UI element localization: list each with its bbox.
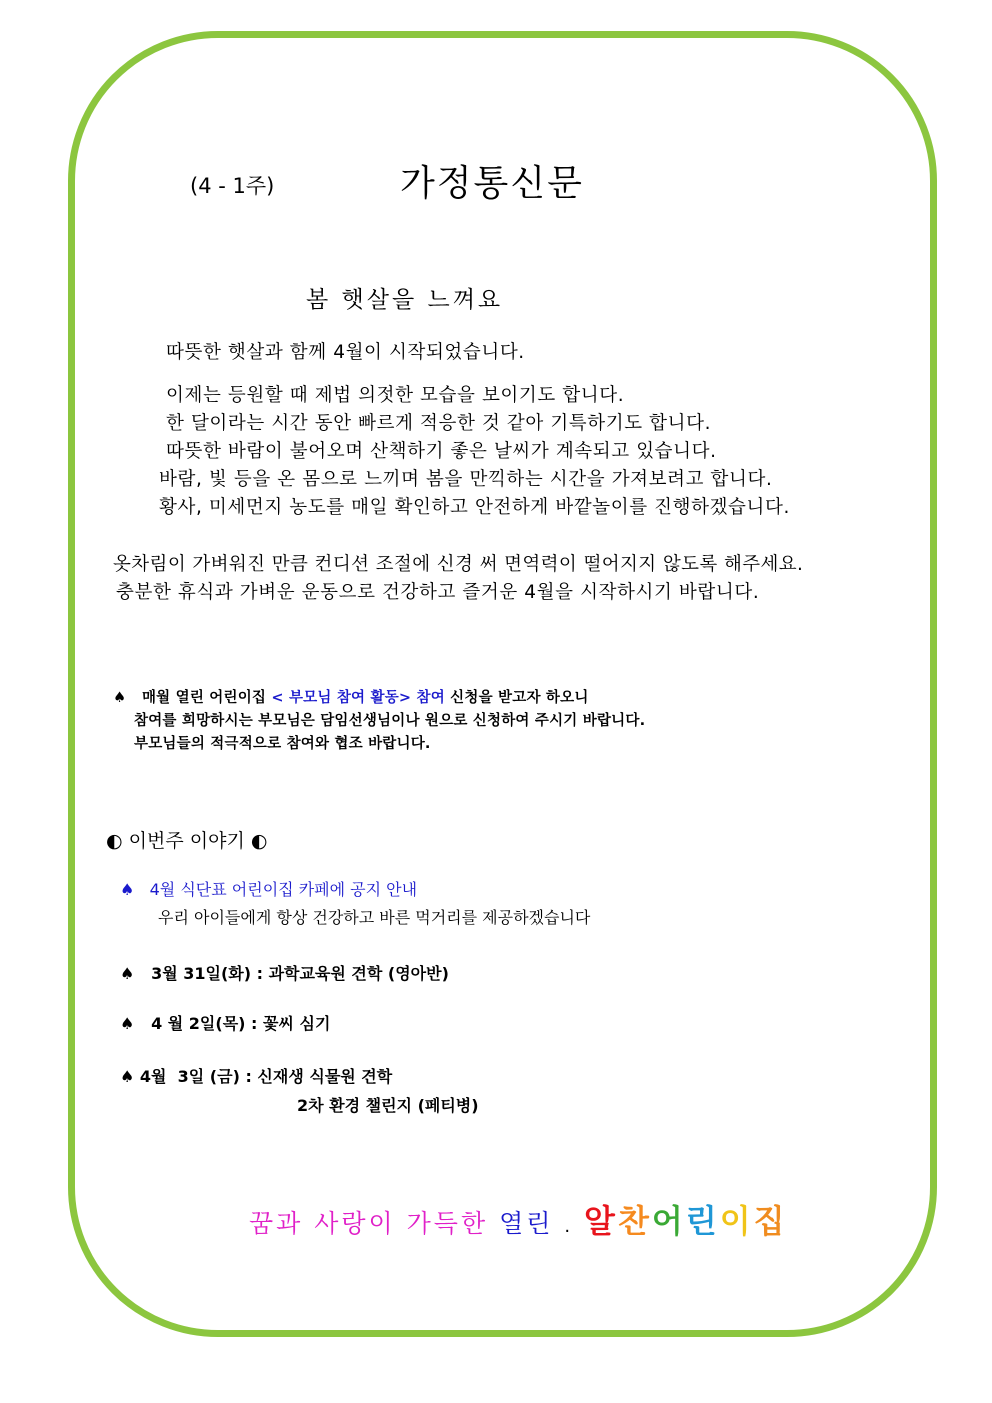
slogan-text: 꿈과 사랑이 가득한 bbox=[249, 1209, 489, 1238]
notice-highlight: < 부모님 참여 활동> 참여 bbox=[271, 690, 445, 706]
notice-line-3: 부모님들의 적극적으로 참여와 협조 바랍니다. bbox=[134, 736, 431, 752]
event-text: 4 월 2일(목) : 꽃씨 심기 bbox=[151, 1014, 331, 1033]
notice-prefix: 매월 열린 어린이집 bbox=[141, 690, 267, 706]
event-item-3-sub: 2차 환경 챌린지 (페티병) bbox=[297, 1096, 479, 1115]
closing-line-1: 옷차림이 가벼워진 만큼 컨디션 조절에 신경 써 면역력이 떨어지지 않도록 해주세요. bbox=[113, 554, 804, 575]
notice-suffix: 신청을 받고자 하오니 bbox=[450, 690, 589, 706]
event-text: 4월 3일 (금) : 신재생 식물원 견학 bbox=[139, 1067, 393, 1086]
name-char: 찬 bbox=[617, 1202, 652, 1240]
half-circle-icon: ◐ bbox=[106, 830, 123, 852]
spade-icon: ♠ bbox=[120, 1067, 135, 1086]
name-char: 알 bbox=[584, 1202, 618, 1240]
spade-icon: ♠ bbox=[120, 964, 135, 983]
event-item-2 bbox=[120, 1011, 330, 1034]
name-char: 어 bbox=[651, 1202, 686, 1240]
event-item-1 bbox=[120, 961, 449, 984]
menu-notice-item bbox=[120, 877, 417, 900]
week-label: (4 - 1주) bbox=[190, 174, 275, 198]
section-heading bbox=[106, 826, 267, 853]
paragraph-line-5: 황사, 미세먼지 농도를 매일 확인하고 안전하게 바깥놀이를 진행하겠습니다. bbox=[159, 497, 790, 518]
half-circle-icon: ◐ bbox=[250, 830, 268, 852]
section-title: 이번주 이야기 bbox=[128, 830, 245, 852]
page-border-frame bbox=[68, 31, 937, 1337]
closing-line-2: 충분한 휴식과 가벼운 운동으로 건강하고 즐거운 4월을 시작하시기 바랍니다. bbox=[116, 582, 760, 603]
name-char: 집 bbox=[753, 1202, 788, 1240]
paragraph-line-2: 한 달이라는 시간 동안 빠르게 적응한 것 같아 기특하기도 합니다. bbox=[166, 413, 712, 434]
name-char: 린 bbox=[685, 1202, 720, 1240]
slogan bbox=[249, 1196, 788, 1242]
paragraph-line-4: 바람, 빛 등을 온 몸으로 느끼며 봄을 만끽하는 시간을 가져보려고 합니다. bbox=[159, 469, 773, 490]
paragraph-line-3: 따뜻한 바람이 불어오며 산책하기 좋은 날씨가 계속되고 있습니다. bbox=[166, 441, 717, 462]
paragraph-line-1: 이제는 등원할 때 제법 의젓한 모습을 보이기도 합니다. bbox=[166, 385, 625, 406]
slogan-dot: . bbox=[564, 1216, 574, 1237]
spade-icon: ♠ bbox=[113, 690, 127, 706]
event-item-3 bbox=[120, 1064, 392, 1087]
event-text: 3월 31일(화) : 과학교육원 견학 (영아반) bbox=[151, 964, 449, 983]
spade-icon: ♠ bbox=[120, 880, 135, 899]
notice-line-2: 참여를 희망하시는 부모님은 담임선생님이나 원으로 신청하여 주시기 바랍니다. bbox=[134, 713, 646, 729]
intro-text: 따뜻한 햇살과 함께 4월이 시작되었습니다. bbox=[166, 342, 525, 363]
menu-notice-title: 4월 식단표 어린이집 카페에 공지 안내 bbox=[149, 880, 418, 899]
spade-icon: ♠ bbox=[120, 1014, 135, 1033]
menu-notice-desc: 우리 아이들에게 항상 건강하고 바른 먹거리를 제공하겠습니다 bbox=[158, 908, 591, 927]
page-title: 가정통신문 bbox=[400, 163, 584, 204]
subtitle: 봄 햇살을 느껴요 bbox=[306, 287, 504, 313]
notice-line-1 bbox=[113, 686, 589, 707]
slogan-open: 열린 bbox=[499, 1209, 554, 1238]
kindergarten-name bbox=[584, 1202, 788, 1240]
name-char: 이 bbox=[719, 1202, 754, 1240]
